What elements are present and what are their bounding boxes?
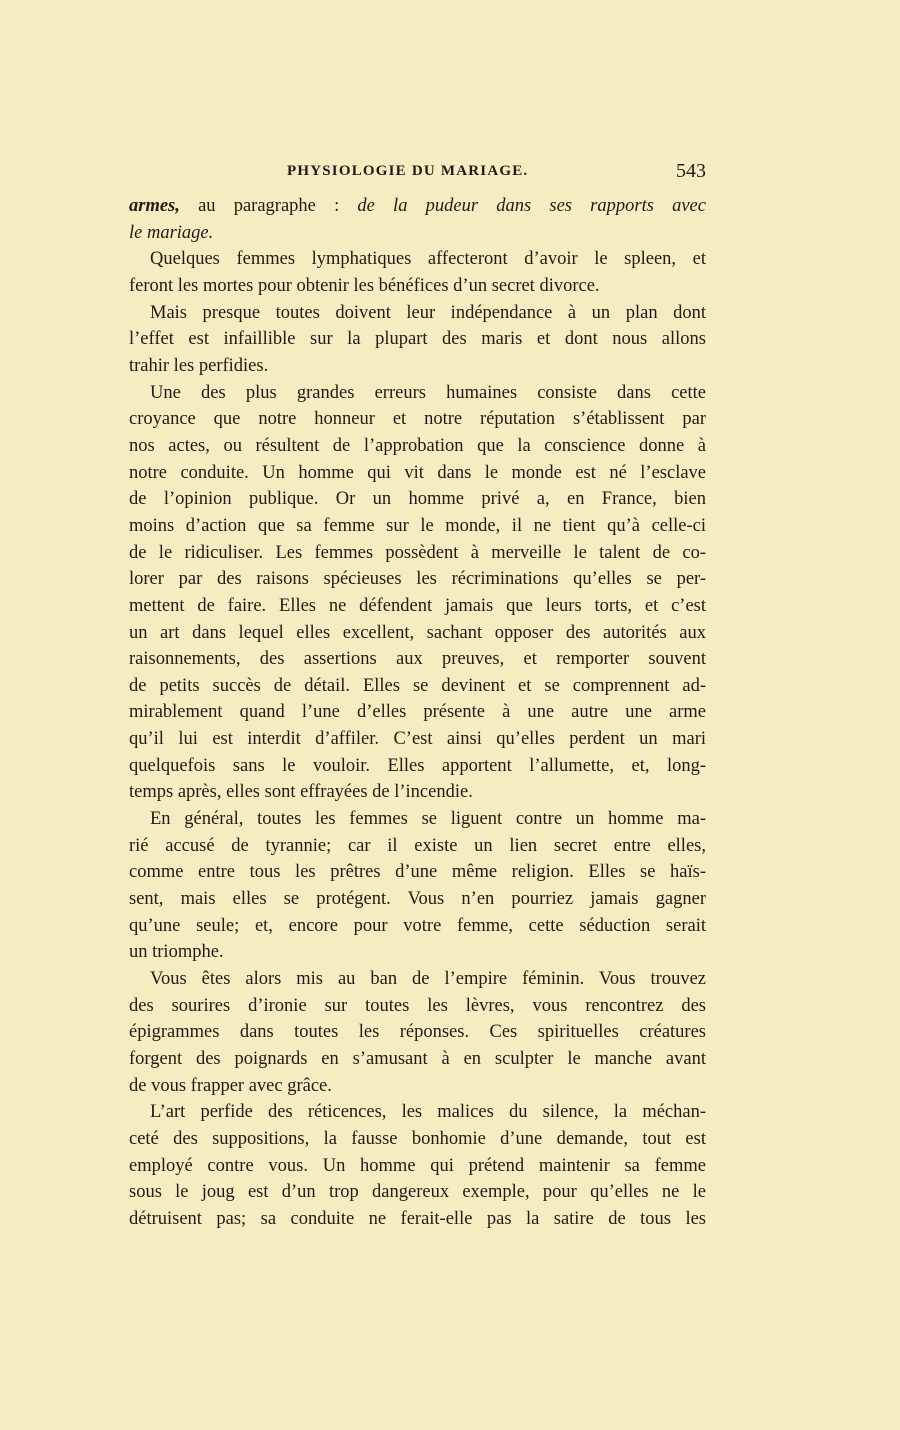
text-line: temps après, elles sont effrayées de l’incendie. — [129, 782, 473, 803]
text-line: de petits succès de détail. Elles se devinent et se comprennent ad- — [129, 675, 706, 696]
text-line: quelquefois sans le vouloir. Elles apportent l’allumette, et, long- — [129, 755, 706, 776]
text-line: mirablement quand l’une d’elles présente à une autre une arme — [129, 702, 706, 723]
text-line: Mais presque toutes doivent leur indépendance à un plan dont — [150, 302, 706, 323]
text-line: Quelques femmes lymphatiques affecteront d’avoir le spleen, et — [150, 249, 706, 270]
text-line: Vous êtes alors mis au ban de l’empire féminin. Vous trouvez — [150, 969, 706, 990]
text-line: un triomphe. — [129, 942, 224, 963]
text-line: qu’il lui est interdit d’affiler. C’est ainsi qu’elles perdent un mari — [129, 729, 706, 750]
paragraph — [129, 193, 706, 246]
italic-text: de la pudeur dans ses rapports avec — [357, 196, 706, 216]
text-line: un art dans lequel elles excellent, sachant opposer des autorités aux — [129, 622, 706, 643]
text-line: sent, mais elles se protégent. Vous n’en pourriez jamais gagner — [129, 889, 706, 910]
text-line: ceté des suppositions, la fausse bonhomie d’une demande, tout est — [129, 1128, 706, 1149]
italic-text: le mariage. — [129, 222, 214, 243]
text-line: L’art perfide des réticences, les malices du silence, la méchan- — [150, 1102, 706, 1123]
text-line: l’effet est infaillible sur la plupart des maris et dont nous allons — [129, 329, 706, 350]
paragraph — [129, 300, 706, 380]
text-line: En général, toutes les femmes se liguent contre un homme ma- — [150, 809, 706, 830]
text-line — [129, 220, 706, 247]
text-line: trahir les perfidies. — [129, 355, 269, 376]
text-line: comme entre tous les prêtres d’une même religion. Elles se haïs- — [129, 862, 706, 883]
text-line: moins d’action que sa femme sur le monde, il ne tient qu’à celle-ci — [129, 515, 706, 536]
paragraph — [129, 380, 706, 807]
text-line: Une des plus grandes erreurs humaines consiste dans cette — [150, 382, 706, 403]
text-line: nos actes, ou résultent de l’approbation que la conscience donne à — [129, 435, 706, 456]
text-line: rié accusé de tyrannie; car il existe un lien secret entre elles, — [129, 835, 706, 856]
text-line: épigrammes dans toutes les réponses. Ces spirituelles créatures — [129, 1022, 706, 1043]
page-number: 543 — [676, 160, 706, 182]
text-line: de vous frapper avec grâce. — [129, 1075, 332, 1096]
running-header — [129, 160, 706, 189]
page-body-text — [129, 193, 706, 1233]
text-line: qu’une seule; et, encore pour votre femme, cette séduction serait — [129, 915, 706, 936]
text-line: de l’opinion publique. Or un homme privé a, en France, bien — [129, 489, 706, 510]
text-line: feront les mortes pour obtenir les bénéfices d’un secret divorce. — [129, 275, 600, 296]
text-line: raisonnements, des assertions aux preuves, et remporter souvent — [129, 649, 706, 670]
running-title: PHYSIOLOGIE DU MARIAGE. — [287, 163, 529, 179]
text-line: de le ridiculiser. Les femmes possèdent à merveille le talent de co- — [129, 542, 706, 563]
italic-text: armes, — [129, 196, 180, 216]
paragraph — [129, 246, 706, 299]
text-line: lorer par des raisons spécieuses les récriminations qu’elles se per- — [129, 569, 706, 590]
text-line: croyance que notre honneur et notre réputation s’établissent par — [129, 409, 706, 430]
text-line: sous le joug est d’un trop dangereux exemple, pour qu’elles ne le — [129, 1182, 706, 1203]
paragraph — [129, 806, 706, 966]
text-line — [129, 193, 706, 220]
text-segment: au paragraphe : — [179, 196, 358, 216]
text-line: notre conduite. Un homme qui vit dans le monde est né l’esclave — [129, 462, 706, 483]
text-line: mettent de faire. Elles ne défendent jamais que leurs torts, et c’est — [129, 595, 706, 616]
paragraph — [129, 1099, 706, 1232]
text-line: forgent des poignards en s’amusant à en sculpter le manche avant — [129, 1049, 706, 1069]
text-line: détruisent pas; sa conduite ne ferait-elle pas la satire de tous les — [129, 1208, 706, 1229]
text-line: des sourires d’ironie sur toutes les lèvres, vous rencontrez des — [129, 995, 706, 1016]
text-line: employé contre vous. Un homme qui prétend maintenir sa femme — [129, 1155, 706, 1176]
paragraph — [129, 966, 706, 1099]
